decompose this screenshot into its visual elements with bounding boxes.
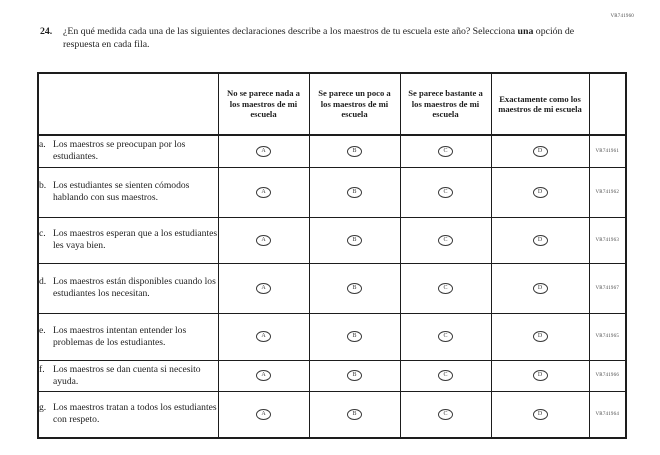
- option-cell-b: [309, 263, 400, 313]
- row-statement: Los maestros están disponibles cuando los estudiantes los necesitan.: [53, 276, 216, 299]
- option-bubble-c[interactable]: C: [438, 146, 453, 157]
- option-bubble-b[interactable]: B: [347, 409, 362, 420]
- option-bubble-a[interactable]: A: [256, 146, 271, 157]
- option-bubble-a[interactable]: A: [256, 409, 271, 420]
- row-letter: f.: [39, 363, 45, 375]
- option-cell-b: [309, 217, 400, 263]
- row-code: VR741962: [589, 167, 626, 217]
- statement-cell: [38, 263, 218, 313]
- row-letter: d.: [39, 276, 47, 287]
- table-row: [38, 217, 626, 263]
- row-statement: Los maestros se dan cuenta si necesito ayuda.: [53, 363, 201, 387]
- question-text: [63, 26, 580, 51]
- option-bubble-c[interactable]: C: [438, 283, 453, 294]
- table-row: [38, 360, 626, 391]
- option-cell-a: [218, 135, 309, 167]
- option-bubble-d[interactable]: D: [533, 283, 548, 294]
- option-bubble-d[interactable]: D: [533, 146, 548, 157]
- row-statement: Los maestros tratan a todos los estudiantes con respeto.: [53, 402, 217, 426]
- row-statement: Los maestros esperan que a los estudiantes les vaya bien.: [53, 228, 218, 251]
- table-body: [38, 135, 626, 438]
- option-bubble-a[interactable]: A: [256, 187, 271, 198]
- row-letter: b.: [39, 180, 47, 191]
- option-bubble-c[interactable]: C: [438, 370, 453, 381]
- option-cell-d: [491, 263, 589, 313]
- option-bubble-c[interactable]: C: [438, 187, 453, 198]
- statement-cell: [38, 313, 218, 360]
- option-cell-b: [309, 167, 400, 217]
- row-code: VR741963: [589, 217, 626, 263]
- response-matrix-table: [37, 72, 627, 439]
- statement-cell: [38, 360, 218, 391]
- option-cell-d: [491, 217, 589, 263]
- option-cell-c: [400, 360, 491, 391]
- option-cell-a: [218, 391, 309, 438]
- table-row: [38, 167, 626, 217]
- option-cell-b: [309, 135, 400, 167]
- option-cell-c: [400, 217, 491, 263]
- option-cell-d: [491, 391, 589, 438]
- option-bubble-b[interactable]: B: [347, 370, 362, 381]
- option-cell-d: [491, 360, 589, 391]
- option-bubble-c[interactable]: C: [438, 235, 453, 246]
- question-text-part1: ¿En qué medida cada una de las siguientes declaraciones describe a los maestros de tu escuela este año? Selecciona: [63, 26, 518, 37]
- statement-cell: [38, 391, 218, 438]
- option-bubble-a[interactable]: A: [256, 370, 271, 381]
- option-bubble-b[interactable]: B: [347, 283, 362, 294]
- table-header: [38, 73, 626, 135]
- option-bubble-d[interactable]: D: [533, 331, 548, 342]
- question-text-emphasis: una: [517, 26, 534, 37]
- option-cell-d: [491, 313, 589, 360]
- row-code: VR741965: [589, 313, 626, 360]
- option-cell-c: [400, 263, 491, 313]
- row-code: VR741964: [589, 391, 626, 438]
- option-bubble-c[interactable]: C: [438, 331, 453, 342]
- question-block: [40, 26, 580, 51]
- option-cell-c: [400, 135, 491, 167]
- column-header-exactly: Exactamente como los maestros de mi escuela: [491, 73, 589, 135]
- row-letter: c.: [39, 228, 46, 239]
- row-letter: e.: [39, 324, 46, 336]
- row-code: VR741966: [589, 360, 626, 391]
- question-text-part2: opción de respuesta en cada fila.: [63, 26, 575, 50]
- column-header-quite-a-bit: Se parece bastante a los maestros de mi escuela: [400, 73, 491, 135]
- table-row: [38, 263, 626, 313]
- column-header-not-at-all: No se parece nada a los maestros de mi escuela: [218, 73, 309, 135]
- table-row: [38, 135, 626, 167]
- statement-cell: [38, 217, 218, 263]
- option-cell-b: [309, 360, 400, 391]
- option-cell-c: [400, 391, 491, 438]
- option-bubble-a[interactable]: A: [256, 331, 271, 342]
- column-header-a-little: Se parece un poco a los maestros de mi escuela: [309, 73, 400, 135]
- option-cell-a: [218, 263, 309, 313]
- option-bubble-b[interactable]: B: [347, 331, 362, 342]
- option-cell-a: [218, 360, 309, 391]
- row-letter: g.: [39, 402, 47, 414]
- option-cell-d: [491, 135, 589, 167]
- option-cell-c: [400, 167, 491, 217]
- option-cell-b: [309, 313, 400, 360]
- table-row: [38, 313, 626, 360]
- option-cell-a: [218, 217, 309, 263]
- row-code: VR741967: [589, 263, 626, 313]
- option-bubble-b[interactable]: B: [347, 187, 362, 198]
- option-bubble-a[interactable]: A: [256, 283, 271, 294]
- option-bubble-b[interactable]: B: [347, 146, 362, 157]
- option-bubble-d[interactable]: D: [533, 187, 548, 198]
- option-cell-c: [400, 313, 491, 360]
- row-statement: Los maestros se preocupan por los estudiantes.: [53, 139, 186, 163]
- option-bubble-c[interactable]: C: [438, 409, 453, 420]
- statement-cell: [38, 135, 218, 167]
- form-code: VR741960: [610, 14, 634, 19]
- row-code: VR741961: [589, 135, 626, 167]
- row-statement: Los maestros intentan entender los problemas de los estudiantes.: [53, 324, 187, 348]
- option-bubble-b[interactable]: B: [347, 235, 362, 246]
- option-bubble-d[interactable]: D: [533, 370, 548, 381]
- option-bubble-a[interactable]: A: [256, 235, 271, 246]
- option-cell-d: [491, 167, 589, 217]
- option-cell-a: [218, 167, 309, 217]
- code-column-header: [589, 73, 626, 135]
- option-cell-a: [218, 313, 309, 360]
- option-bubble-d[interactable]: D: [533, 235, 548, 246]
- statement-column-header: [38, 73, 218, 135]
- row-statement: Los estudiantes se sienten cómodos hablando con sus maestros.: [53, 180, 190, 203]
- option-bubble-d[interactable]: D: [533, 409, 548, 420]
- option-cell-b: [309, 391, 400, 438]
- row-letter: a.: [39, 139, 46, 151]
- statement-cell: [38, 167, 218, 217]
- question-number: 24.: [40, 26, 53, 37]
- table-row: [38, 391, 626, 438]
